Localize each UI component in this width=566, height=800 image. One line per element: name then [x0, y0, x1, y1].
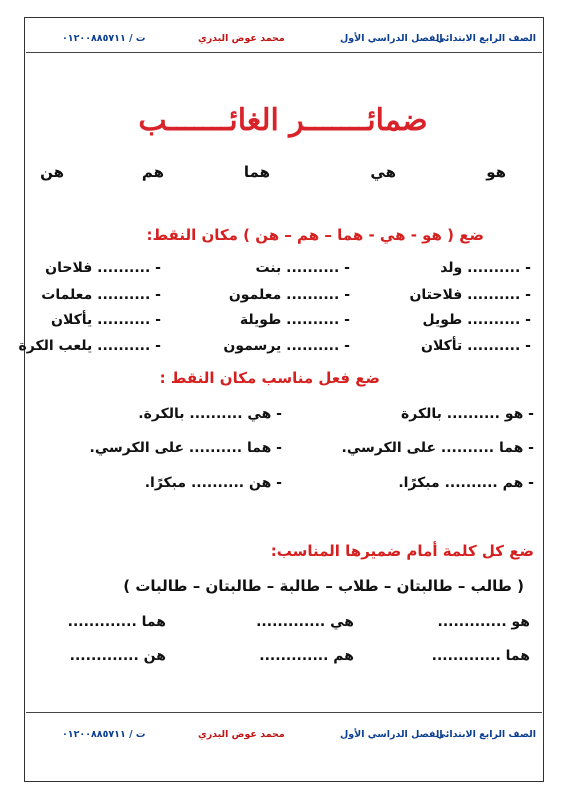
s1-r4-c1: - .......... تأكلان [421, 338, 531, 354]
s2-r1-c2: - هي .......... بالكرة. [138, 406, 282, 422]
s2-r2-c2: - هما .......... على الكرسي. [89, 440, 282, 456]
footer-phone: ت / ٠١٢٠٠٨٨٥٧١١ [62, 729, 146, 740]
pronoun-5: هن [40, 163, 64, 181]
s1-r3-c3: - .......... يأكلان [51, 312, 161, 328]
pronoun-2: هي [370, 163, 396, 181]
s3-r2-c2: هم ............. [259, 648, 354, 664]
s1-r1-c2: - .......... بنت [255, 260, 350, 276]
header-grade: الصف الرابع الابتدائي [436, 33, 536, 44]
footer-term: الفصل الدراسي الأول [340, 729, 443, 740]
s2-r3-c1: - هم .......... مبكرًا. [398, 475, 534, 491]
s2-r3-c2: - هن .......... مبكرًا. [144, 475, 282, 491]
header-phone: ت / ٠١٢٠٠٨٨٥٧١١ [62, 33, 146, 44]
s1-r1-c1: - .......... ولد [440, 260, 531, 276]
page-footer [0, 729, 566, 745]
page-header [0, 33, 566, 49]
s2-r2-c1: - هما .......... على الكرسي. [341, 440, 534, 456]
section2-heading: ضع فعل مناسب مكان النقط : [159, 369, 380, 387]
s3-r2-c3: هن ............. [69, 648, 166, 664]
pronoun-3: هما [243, 163, 270, 181]
s1-r2-c3: - .......... معلمات [41, 287, 161, 303]
s1-r4-c3: - .......... يلعب الكرة [18, 338, 161, 354]
s3-r1-c3: هما ............. [67, 614, 166, 630]
section3-heading: ضع كل كلمة أمام ضميرها المناسب: [270, 542, 534, 560]
s1-r4-c2: - .......... يرسمون [223, 338, 350, 354]
s3-r1-c1: هو ............. [437, 614, 530, 630]
footer-teacher: محمد عوض البدري [198, 729, 285, 740]
s2-r1-c1: - هو .......... بالكرة [401, 406, 534, 422]
s1-r3-c2: - .......... طويلة [239, 312, 350, 328]
footer-divider [26, 712, 542, 713]
footer-grade: الصف الرابع الابتدائي [436, 729, 536, 740]
word-bank: ( طالب – طالبتان – طلاب – طالبة – طالبتان – طالبات ) [123, 577, 524, 595]
s3-r1-c2: هي ............. [256, 614, 354, 630]
s1-r3-c1: - .......... طويل [422, 312, 531, 328]
pronoun-4: هم [141, 163, 164, 181]
page-title: ضمائـــــــر الغائـــــــب [138, 103, 428, 138]
s1-r2-c2: - .......... معلمون [228, 287, 350, 303]
header-divider [26, 52, 542, 53]
s3-r2-c1: هما ............. [431, 648, 530, 664]
s1-r1-c3: - .......... فلاحان [45, 260, 161, 276]
s1-r2-c1: - .......... فلاحتان [409, 287, 531, 303]
section1-heading: ضع ( هو - هي - هما – هم – هن ) مكان النقط: [146, 226, 484, 244]
header-teacher: محمد عوض البدري [198, 33, 285, 44]
header-term: الفصل الدراسي الأول [340, 33, 443, 44]
pronoun-1: هو [486, 163, 506, 181]
